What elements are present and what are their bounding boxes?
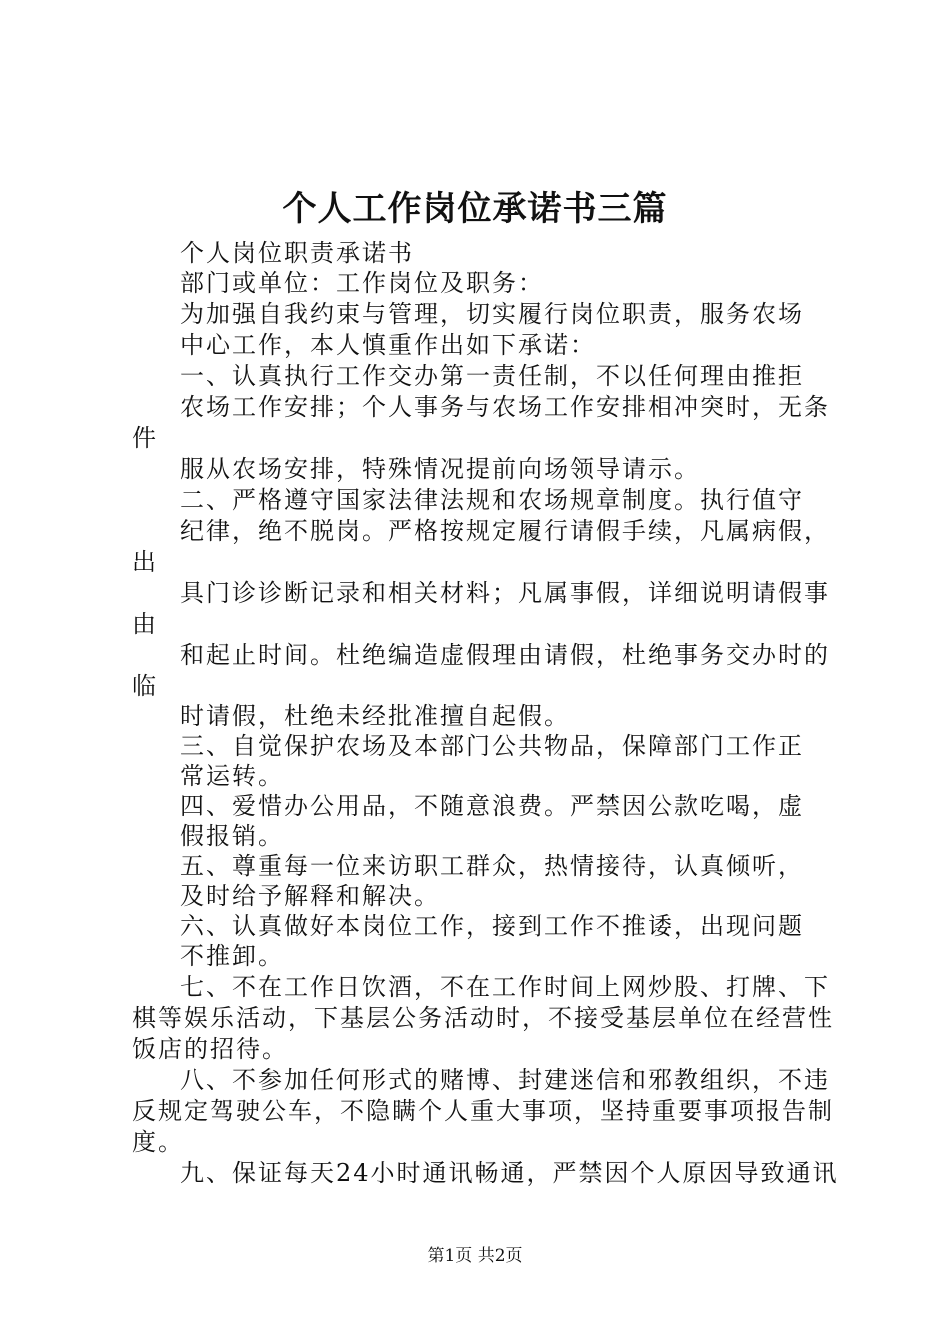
text-line: 反规定驾驶公车，不隐瞒个人重大事项，坚持重要事项报告制 <box>132 1097 834 1125</box>
text-line: 个人岗位职责承诺书 <box>180 239 414 267</box>
text-line: 和起止时间。杜绝编造虚假理由请假，杜绝事务交办时的 <box>180 641 830 669</box>
text-line: 服从农场安排，特殊情况提前向场领导请示。 <box>180 455 700 483</box>
text-line: 五、尊重每一位来访职工群众，热情接待，认真倾听， <box>180 852 804 880</box>
text-line: 农场工作安排；个人事务与农场工作安排相冲突时，无条 <box>180 393 830 421</box>
text-line: 二、严格遵守国家法律法规和农场规章制度。执行值守 <box>180 486 804 514</box>
text-line: 部门或单位：工作岗位及职务： <box>180 269 544 297</box>
text-line: 出 <box>132 548 158 576</box>
text-line: 具门诊诊断记录和相关材料；凡属事假，详细说明请假事 <box>180 579 830 607</box>
text-line: 一、认真执行工作交办第一责任制，不以任何理由推拒 <box>180 362 804 390</box>
text-line: 纪律，绝不脱岗。严格按规定履行请假手续，凡属病假， <box>180 517 830 545</box>
text-line: 时请假，杜绝未经批准擅自起假。 <box>180 702 570 730</box>
document-title: 个人工作岗位承诺书三篇 <box>282 189 668 229</box>
text-line: 四、爱惜办公用品，不随意浪费。严禁因公款吃喝，虚 <box>180 792 804 820</box>
text-line: 不推卸。 <box>180 942 284 970</box>
text-line: 三、自觉保护农场及本部门公共物品，保障部门工作正 <box>180 732 804 760</box>
text-line: 棋等娱乐活动，下基层公务活动时，不接受基层单位在经营性 <box>132 1004 834 1032</box>
text-line: 及时给予解释和解决。 <box>180 882 440 910</box>
page-footer: 第1页 共2页 <box>427 1246 523 1266</box>
text-line: 中心工作，本人慎重作出如下承诺： <box>180 331 596 359</box>
text-line: 饭店的招待。 <box>132 1035 288 1063</box>
text-line: 为加强自我约束与管理，切实履行岗位职责，服务农场 <box>180 300 804 328</box>
text-line: 常运转。 <box>180 762 284 790</box>
text-line: 八、不参加任何形式的赌博、封建迷信和邪教组织，不违 <box>180 1066 830 1094</box>
text-line: 由 <box>132 610 158 638</box>
text-line: 假报销。 <box>180 822 284 850</box>
text-line: 临 <box>132 672 158 700</box>
text-line: 六、认真做好本岗位工作，接到工作不推诿，出现问题 <box>180 912 804 940</box>
text-line: 九、保证每天24小时通讯畅通，严禁因个人原因导致通讯 <box>180 1159 839 1187</box>
text-line: 件 <box>132 424 158 452</box>
text-line: 度。 <box>132 1128 184 1156</box>
text-line: 七、不在工作日饮酒，不在工作时间上网炒股、打牌、下 <box>180 973 830 1001</box>
